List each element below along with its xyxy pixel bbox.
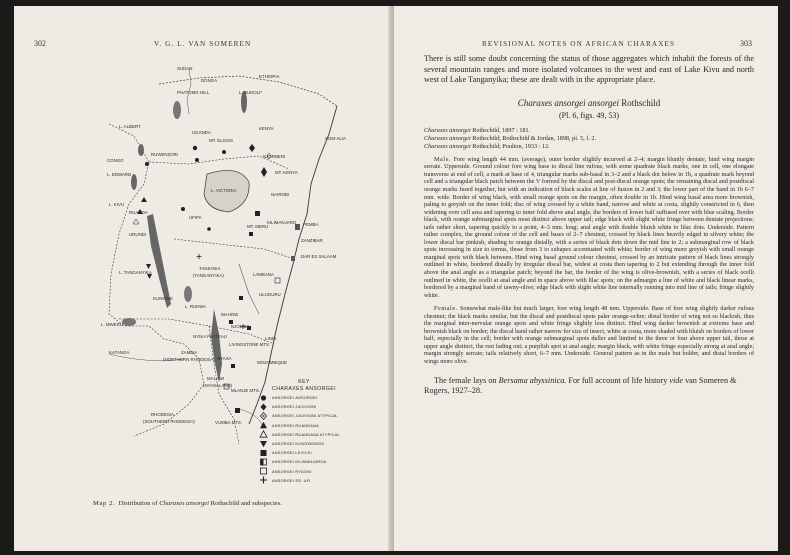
key-label: ANSORGEI JACKSONI (272, 404, 317, 410)
key-entry (259, 411, 349, 420)
map-label: L. ALBERT (119, 124, 141, 129)
map-label: (TANGANYIKA) (193, 273, 224, 278)
map-key (259, 379, 349, 485)
key-label: ANSORGEI LEVICKI (272, 450, 312, 456)
map-label: L. VICTORIA (211, 188, 237, 193)
key-entry (259, 439, 349, 448)
closing-prefix: The female lays on (434, 375, 497, 385)
synonymy-name: Charaxes ansorgei (424, 126, 473, 134)
map-label: L. TANGANYIKA (119, 270, 152, 275)
key-label: ANSORGEI JACKSONI ATYPICAL (272, 413, 338, 419)
key-label: ANSORGEI SS. UFI (272, 477, 311, 483)
map-label: L. EDWARD (107, 172, 132, 177)
key-symbol-icon (259, 458, 268, 466)
male-description (424, 157, 754, 300)
key-subtitle: CHARAXES ANSORGEI (272, 386, 336, 392)
map-label: NJOMBE (231, 324, 250, 329)
synonymy-entry (424, 127, 754, 135)
key-label: ANSORGEI KUNGWENSIS (272, 441, 325, 447)
map-label: MOZAMBIQUE (257, 360, 288, 365)
key-symbol-icon (259, 421, 268, 429)
map-label: ULUGURU (259, 292, 281, 297)
key-entry (259, 430, 349, 439)
key-label: ANSORGEI RUANDANA ATYPICAL (272, 431, 340, 437)
closing-vide: vide (669, 375, 684, 385)
map-label: PEMBA (303, 222, 319, 227)
map-label: ETHIOPIA (259, 74, 280, 79)
map-label: MAHOW (221, 312, 239, 317)
closing-plant: Bersama abyssinica. (498, 375, 567, 385)
synonymy-ref: Rothschild, 1897 : 181. (472, 126, 531, 134)
left-page (14, 6, 392, 551)
male-heading: Male. (434, 156, 452, 163)
key-symbol-icon (259, 449, 268, 457)
synonymy-ref: Rothschild; Rothschild & Jordan, 1898, pl. 5, f. 2. (472, 134, 596, 142)
map-label: (NORTHERN RHODESIA) (163, 357, 215, 362)
caption-prefix: Map 2. (93, 500, 116, 507)
key-entry (259, 402, 349, 411)
running-head-right: REVISIONAL NOTES ON AFRICAN CHARAXES (482, 40, 676, 48)
lead-paragraph: There is still some doubt concerning the status of those aggregates which inhabit the forests of the several mountain ranges and more isolated volcanoes to the west and east of Lake Kivu and north west of Lake Tanganyika; these are dealt with in the appropriate place. (424, 54, 754, 85)
synonymy-name: Charaxes ansorgei (424, 134, 473, 142)
map-label: KENYA (259, 126, 274, 131)
caption-text: Distribution of (118, 500, 158, 507)
map-label: RUWENZORI (151, 152, 179, 157)
key-label: ANSORGEI ANSORGEI (272, 395, 318, 401)
key-symbol-icon (259, 430, 268, 438)
key-label: ANSORGEI RYDONI (272, 468, 312, 474)
map-label: UFIPA (189, 215, 202, 220)
section-species: Charaxes ansorgei ansorgei (517, 97, 620, 108)
map-label: CONGO (107, 158, 124, 163)
female-heading: Female. (434, 306, 458, 313)
key-title: KEY (298, 379, 310, 385)
map-label: MT. MERU (247, 224, 269, 229)
key-label: ANSORGEI KILIMANJAROA (272, 459, 327, 465)
map-label: KATANGA (109, 350, 130, 355)
synonymy-entry (424, 143, 754, 151)
key-symbol-icon (259, 467, 268, 475)
key-symbol-icon (259, 403, 268, 411)
map-label: NYASA (217, 356, 232, 361)
section-title (424, 98, 754, 108)
article-body (424, 54, 754, 397)
map-label: VUMBA MTS. (215, 420, 243, 425)
male-text: Fore wing length 44 mm. (average), outer border slightly incurved at 2–4; margin bluntly dentate, hind wing margin serrate. Upperside. Ground colour fore wing base to discal line rufous, with some quadrate black marks, one in cell, one elongate transverse at end of cell, a mark at base of 4, triangular marks sub-basal in 3–2 and a black dot below in 1b, a quadrate mark beyond cell and a triangular black patch between the V formed by the discal and post-discal orange spots; the remaining discal and postdiscal orange marks fused together, but with an indication of black scales at line of fusion in 2 and 3; the lower part of the band in 1b 6–7 mm. wide. Border of wing black, with small orange spots on the margin, often double in 1b. Hind wing basal area more brownish, paling to greyish on the inner fold; disc of wing crossed by a white band, narrow and white at costa, slightly constricted in 6, then widening over cell area and tapering to inner fold above anal angle, the borders of lower half suffused over with blue scaling. Border black, with orange submarginal spots most distinct above upper tail; edge black with slight white fringe between dentate projections; tails rather short, tapering quickly to a point, 4–3 mm. long; anal angle with double bluish white to lilac dots. Underside. Pattern rather complex, the ground colour of the cell and bases of 2–7 chestnut, crossed by black lines heavily edged in silvery white; the lower discal bar pinkish, shading to orange distally, with a series of black dots down the mid line to 2; a submarginal row of black spots increasing in size to tornus, those from 3 to subapex accentuated with white; border of wing more greyish with small orange marginal spots with black between. Hind wing basal ground colour chestnut, crossed by an intricate pattern of black lines strongly outlined in white, bordered distally by irregular discal bar, widest at costa then tapering to 2 but extending through the inner fold above the anal angle as a triangular patch; beyond the bar, the border of the wing is olive-brownish, with a series of black ocelli outlined in white, the ocelli at anal angle and in space above with lilac spots; on the admargin a line of white and black linear marks, bordered by a marginal band of tawny-olive; edge black with slight white line internally running into mid line of tails; fringe slightly white. (424, 156, 754, 299)
map-label: KILIMANJARO (267, 220, 297, 225)
map-caption (93, 500, 383, 507)
synonymy-name: Charaxes ansorgei (424, 142, 473, 150)
map-label: MLANJE MTS. (231, 388, 261, 393)
map-label: URUNDI (129, 232, 147, 237)
plate-reference: (Pl. 6, figs. 49, 53) (559, 110, 619, 120)
section-author: Rothschild (621, 97, 661, 108)
map-label: LAMBANA (253, 272, 274, 277)
map-label: LINDI (265, 336, 277, 341)
map-label: DAR ES SALAAM (301, 254, 337, 259)
map-label: RUANDA (129, 210, 148, 215)
key-label: ANSORGEI RUANDANA (272, 422, 319, 428)
map-label: MT. KENYA (275, 170, 298, 175)
map-label: KUNGWE (153, 296, 173, 301)
closing-ref: van Someren & Rogers, 1927–28. (424, 375, 737, 396)
synonymy-entry (424, 135, 754, 143)
key-entry (259, 421, 349, 430)
female-text: Somewhat male-like but much larger, fore wing length 48 mm. Upperside. Base of fore wing slightly darker rufous chestnut; the black marks similar, but the discal and postdiscal spots paler orange-ochre; distal border of wing not so blackish, thus the marginal inter-nervular orange spots and white fringe slightly less distinct. Hind wing darker brownish at extreme base and brownish black on border; the discal band rather narrow for size of insect, white at costa, more shaded with bluish on borders of lower half, especially in the cell; border with orange submarginal spots duller and limited to the three or four above upper tail, those at upper angle distinct, the rest fading out; a purplish spot at anal angle; margin black, with white fringe especially strong at anal angle; margin strongly serrate; tails relatively short, 6–7 mm. Underside. General pattern as in the male but bolder, and distal borders of wings more olive. (424, 306, 754, 365)
map-label: NJORBENI (263, 154, 286, 159)
map-label: MT. ELGON (209, 138, 233, 143)
key-entry (259, 457, 349, 466)
map-label: TANZANIA (199, 266, 221, 271)
page-number-right: 303 (740, 39, 752, 48)
map-label: SOM-ALIA (325, 136, 346, 141)
map-label: L. RUDOLF (239, 90, 262, 95)
map-label: UGANDA (192, 130, 211, 135)
map-label: (NYASALAND) (203, 383, 233, 388)
closing-mid: For full account of life history (568, 375, 668, 385)
map-label: SUDAN (177, 66, 193, 71)
map-label: L. KIVU (109, 202, 125, 207)
key-entry (259, 476, 349, 485)
map-label: ZANZIBAR (301, 238, 323, 243)
key-symbol-icon (259, 476, 268, 484)
map-label: LIVINGSTONE MTS. (229, 342, 271, 347)
closing-paragraph (424, 376, 754, 398)
running-head-left: V. G. L. VAN SOMEREN (154, 40, 252, 48)
synonymy-ref: Rothschild; Poulton, 1933 : 12. (472, 142, 550, 150)
key-symbol-icon (259, 412, 268, 420)
map-label: ZAMBIA (181, 350, 198, 355)
key-entry (259, 393, 349, 402)
map-label: MALAWI (207, 376, 225, 381)
caption-species: Charaxes ansorgei (159, 500, 210, 507)
synonymy-list (424, 127, 754, 151)
map-label: L. MWERU (101, 322, 123, 327)
map-label: RHODESIA (151, 412, 174, 417)
map-label: NAIROBI (271, 192, 290, 197)
key-entry (259, 448, 349, 457)
map-label: (SOUTHERN RHODESIA) (143, 419, 195, 424)
map-label: L. RUKWA (185, 304, 207, 309)
caption-suffix: Rothschild and subspecies. (210, 500, 282, 507)
key-entry (259, 467, 349, 476)
map-label: NYIKA PLATEAU (193, 334, 227, 339)
female-description (424, 306, 754, 366)
map-label: DONGA (201, 78, 218, 83)
map-label: PHATOMG HILL (177, 90, 210, 95)
right-page (394, 6, 778, 551)
page-number-left: 302 (34, 39, 46, 48)
key-symbol-icon (259, 394, 268, 402)
key-symbol-icon (259, 440, 268, 448)
